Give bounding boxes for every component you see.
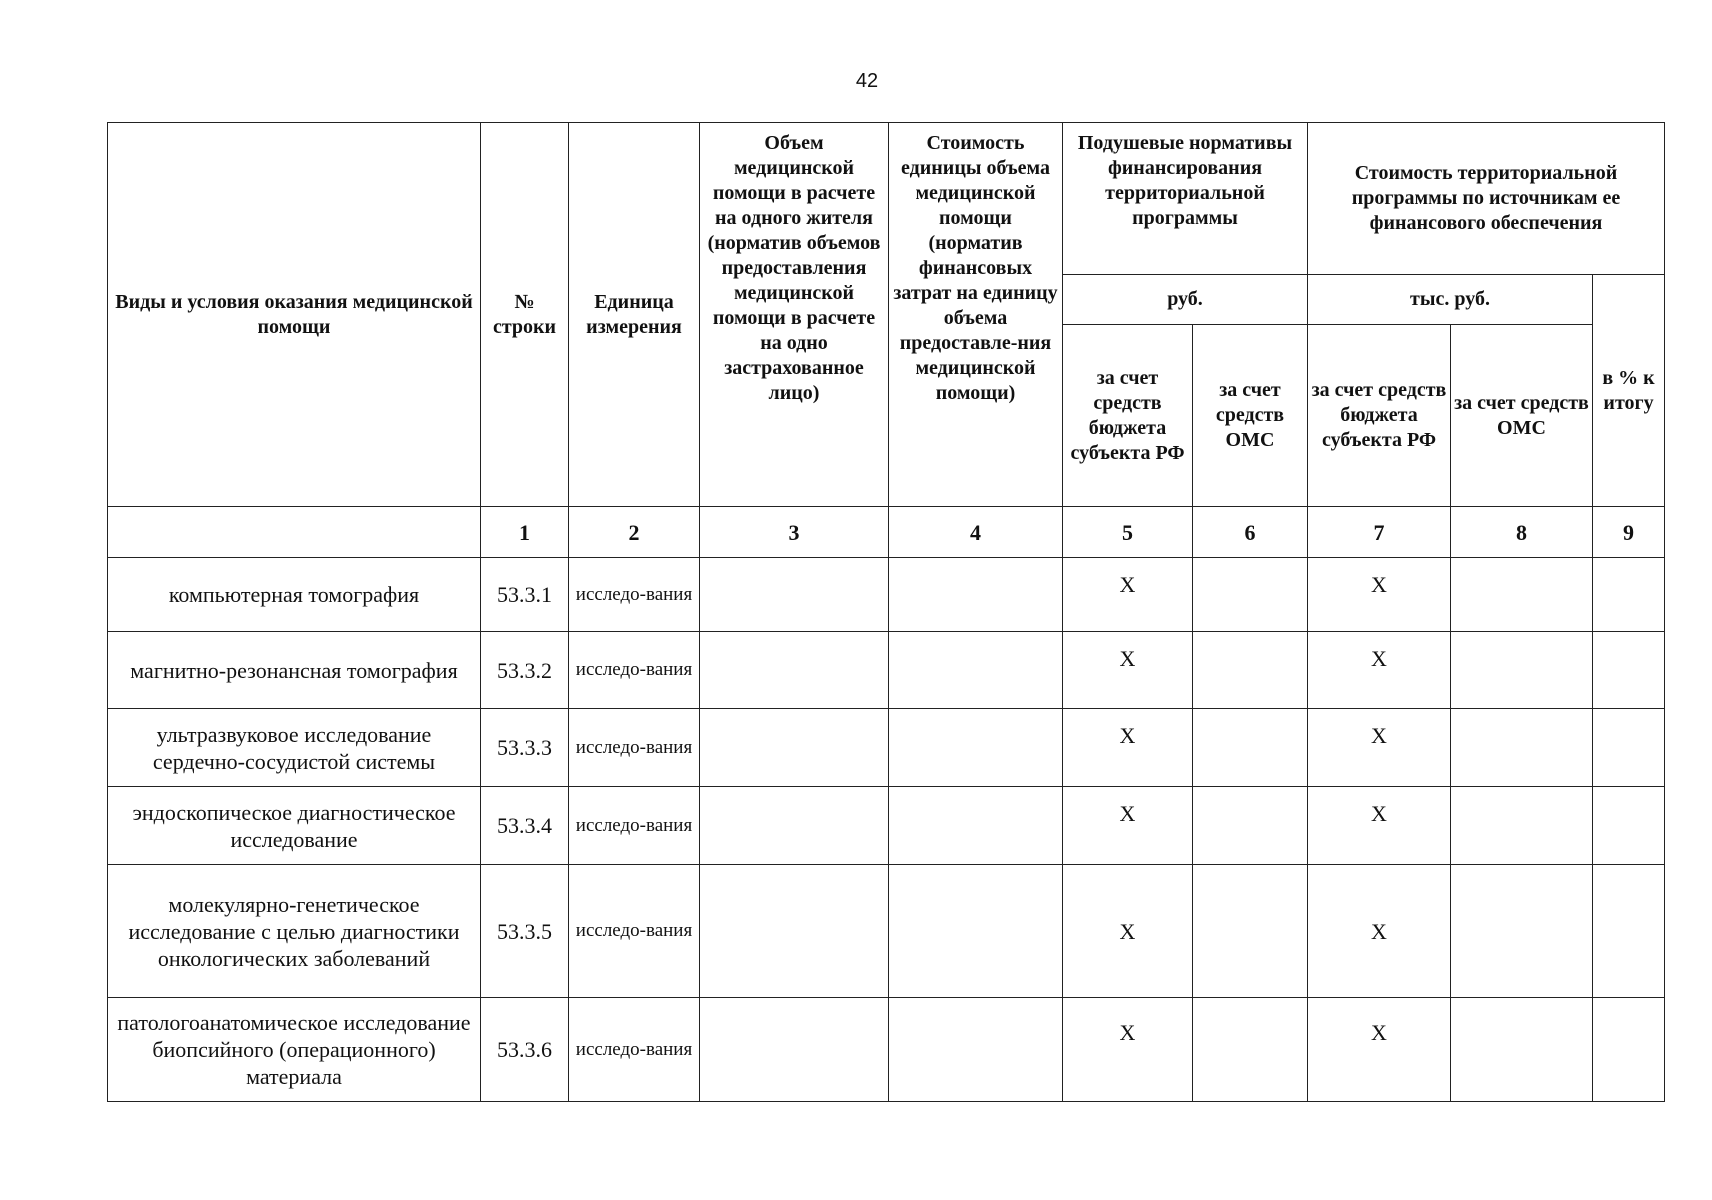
- cell-cost: [889, 998, 1063, 1102]
- row-unit: исследо-вания: [569, 998, 700, 1102]
- cell-budget-thousand-mark: Х: [1308, 558, 1451, 632]
- cell-budget-thousand-mark: Х: [1308, 632, 1451, 709]
- row-number: 53.3.5: [481, 865, 569, 998]
- header-row-no: № строки: [481, 123, 569, 507]
- header-oms: за счет средств ОМС: [1193, 325, 1308, 507]
- header-number: 4: [889, 507, 1063, 558]
- cell-budget-mark: Х: [1063, 632, 1193, 709]
- cell-budget-thousand-mark: Х: [1308, 865, 1451, 998]
- table-row: [108, 632, 1665, 709]
- header-budget: за счет средств бюджета субъекта РФ: [1063, 325, 1193, 507]
- cell-cost: [889, 632, 1063, 709]
- row-unit: исследо-вания: [569, 865, 700, 998]
- header-number: 9: [1593, 507, 1665, 558]
- header-budget-thousand: за счет средств бюджета субъекта РФ: [1308, 325, 1451, 507]
- cell-oms: [1193, 558, 1308, 632]
- table-row: [108, 865, 1665, 998]
- row-number: 53.3.6: [481, 998, 569, 1102]
- cell-volume: [700, 787, 889, 865]
- cell-budget-mark: Х: [1063, 709, 1193, 787]
- cell-percent: [1593, 865, 1665, 998]
- cell-volume: [700, 998, 889, 1102]
- header-number: 5: [1063, 507, 1193, 558]
- header-unit: Единица измерения: [569, 123, 700, 507]
- header-unit-rub: руб.: [1063, 275, 1308, 325]
- cell-oms-thousand: [1451, 865, 1593, 998]
- cell-oms: [1193, 998, 1308, 1102]
- cell-oms-thousand: [1451, 998, 1593, 1102]
- cell-budget-mark: Х: [1063, 558, 1193, 632]
- row-name: молекулярно-генетическое исследование с целью диагностики онкологических заболеваний: [108, 865, 481, 998]
- header-number: 8: [1451, 507, 1593, 558]
- cell-percent: [1593, 558, 1665, 632]
- cell-percent: [1593, 787, 1665, 865]
- table-row: [108, 998, 1665, 1102]
- cell-oms: [1193, 632, 1308, 709]
- cell-oms: [1193, 865, 1308, 998]
- header-number: 3: [700, 507, 889, 558]
- cell-budget-mark: Х: [1063, 787, 1193, 865]
- cell-percent: [1593, 632, 1665, 709]
- row-unit: исследо-вания: [569, 787, 700, 865]
- cell-cost: [889, 865, 1063, 998]
- row-name: эндоскопическое диагностическое исследование: [108, 787, 481, 865]
- row-number: 53.3.2: [481, 632, 569, 709]
- cell-cost: [889, 709, 1063, 787]
- row-name: ультразвуковое исследование сердечно-сосудистой системы: [108, 709, 481, 787]
- table-row: [108, 787, 1665, 865]
- row-name: магнитно-резонансная томография: [108, 632, 481, 709]
- header-number: 6: [1193, 507, 1308, 558]
- row-number: 53.3.3: [481, 709, 569, 787]
- cell-percent: [1593, 998, 1665, 1102]
- header-oms-thousand: за счет средств ОМС: [1451, 325, 1593, 507]
- cell-volume: [700, 709, 889, 787]
- medical-care-table: [107, 122, 1665, 1102]
- cell-volume: [700, 865, 889, 998]
- header-volume: Объем медицинской помощи в расчете на одного жителя (норматив объемов предоставления медицинской помощи в расчете на одно застрахованное лицо): [700, 123, 889, 507]
- row-unit: исследо-вания: [569, 632, 700, 709]
- row-unit: исследо-вания: [569, 709, 700, 787]
- cell-volume: [700, 558, 889, 632]
- cell-budget-mark: Х: [1063, 865, 1193, 998]
- cell-oms-thousand: [1451, 787, 1593, 865]
- row-number: 53.3.1: [481, 558, 569, 632]
- cell-budget-thousand-mark: Х: [1308, 787, 1451, 865]
- cell-budget-mark: Х: [1063, 998, 1193, 1102]
- row-name: компьютерная томография: [108, 558, 481, 632]
- row-unit: исследо-вания: [569, 558, 700, 632]
- row-number: 53.3.4: [481, 787, 569, 865]
- table-row: [108, 709, 1665, 787]
- header-number: 7: [1308, 507, 1451, 558]
- header-percent: в % к итогу: [1593, 275, 1665, 507]
- cell-cost: [889, 558, 1063, 632]
- cell-oms: [1193, 709, 1308, 787]
- header-unit-thousand-rub: тыс. руб.: [1308, 275, 1593, 325]
- cell-budget-thousand-mark: Х: [1308, 709, 1451, 787]
- header-number: 2: [569, 507, 700, 558]
- cell-cost: [889, 787, 1063, 865]
- cell-volume: [700, 632, 889, 709]
- cell-percent: [1593, 709, 1665, 787]
- cell-oms-thousand: [1451, 709, 1593, 787]
- header-number: 1: [481, 507, 569, 558]
- page-number: 42: [855, 70, 879, 92]
- header-group-cost-program: Стоимость территориальной программы по источникам ее финансового обеспечения: [1308, 123, 1665, 275]
- cell-oms-thousand: [1451, 558, 1593, 632]
- row-name: патологоанатомическое исследование биопсийного (операционного) материала: [108, 998, 481, 1102]
- header-number-blank: [108, 507, 481, 558]
- header-group-percapita: Подушевые нормативы финансирования территориальной программы: [1063, 123, 1308, 275]
- header-types: Виды и условия оказания медицинской помощи: [108, 123, 481, 507]
- cell-oms: [1193, 787, 1308, 865]
- table-row: [108, 558, 1665, 632]
- header-cost: Стоимость единицы объема медицинской помощи (норматив финансовых затрат на единицу объема предоставле-ния медицинской помощи): [889, 123, 1063, 507]
- cell-budget-thousand-mark: Х: [1308, 998, 1451, 1102]
- cell-oms-thousand: [1451, 632, 1593, 709]
